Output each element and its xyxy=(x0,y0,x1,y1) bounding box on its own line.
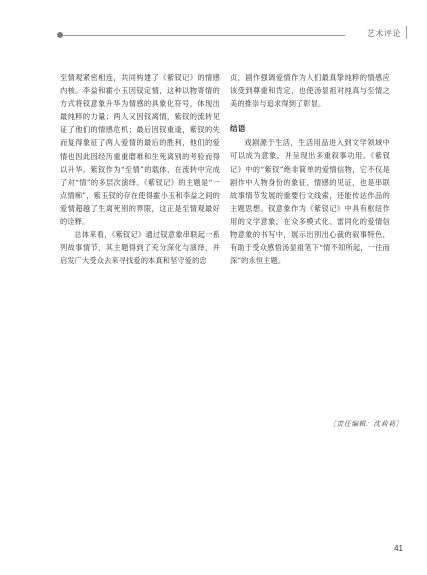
header-separator xyxy=(406,26,407,39)
body-paragraph: 总体来看，《紫钗记》通过钗意象串联起一系列故事情节，其主题得到了充分深化与演绎，并启发广大受众去来寻找爱的本真和坚守爱的忠 xyxy=(60,230,220,266)
left-column xyxy=(60,71,220,267)
body-paragraph-continued: 至情观紧密相连，共同构建了《紫钗记》的情感内核。李益和霍小玉因钗定情，这种以物寄情的方式将钗意象升华为情感的具象化符号，体现出最纯粹的力量；两人又因钗离情，紫钗的流转见证了他们的情感危机；最后因钗重逢，紫钗的失而复得象征了两人爱情的最后的胜利，他们的爱情也因此因经历重重磨难和生死离别的考验而得以升华。紫钗作为“至情”的载体，在流转中完成了对“情”的多层次演绎。《紫钗记》的主题是“一点情痴”，紫玉钗的存在使得霍小玉和李益之间的爱情超越了生离死别的界限，这正是至情观最好的诠释。 xyxy=(60,73,220,227)
header-dot-ornament xyxy=(57,32,63,38)
page-number: 41 xyxy=(394,544,403,553)
editor-credit: ［责任编辑：沈莉莉］ xyxy=(329,420,403,428)
right-column xyxy=(230,71,390,267)
header-rule xyxy=(60,35,345,36)
section-label: 艺术评论 xyxy=(367,29,401,38)
body-paragraph-continued: 贞，剧作强调爱情作为人们最真挚纯粹的情感应该受到尊重和肯定，也使汤显祖对纯真与至情之美的推崇与追求得到了彰显。 xyxy=(230,73,390,109)
running-header xyxy=(60,26,407,42)
body-paragraph: 戏剧源于生活，生活用品进入到文学领域中可以成为意象，并呈现出多重叙事功用。《紫钗记》中的“紫钗”绝非简单的爱情信物，它不仅是剧作中人物身份的象征、情感的见证，也是串联故事情节发展的重要行文线索，还能传达作品的主题思想。钗意象作为《紫钗记》中具有枢纽作用的文学意象，在众多模式化、雷同化的爱情信物意象的书写中，展示出别出心裁的叙事特色，有助于受众感悟汤显祖笔下“情不知所起，一往而深”的永恒主题。 xyxy=(230,138,390,266)
section-heading: 结语 xyxy=(230,124,246,134)
